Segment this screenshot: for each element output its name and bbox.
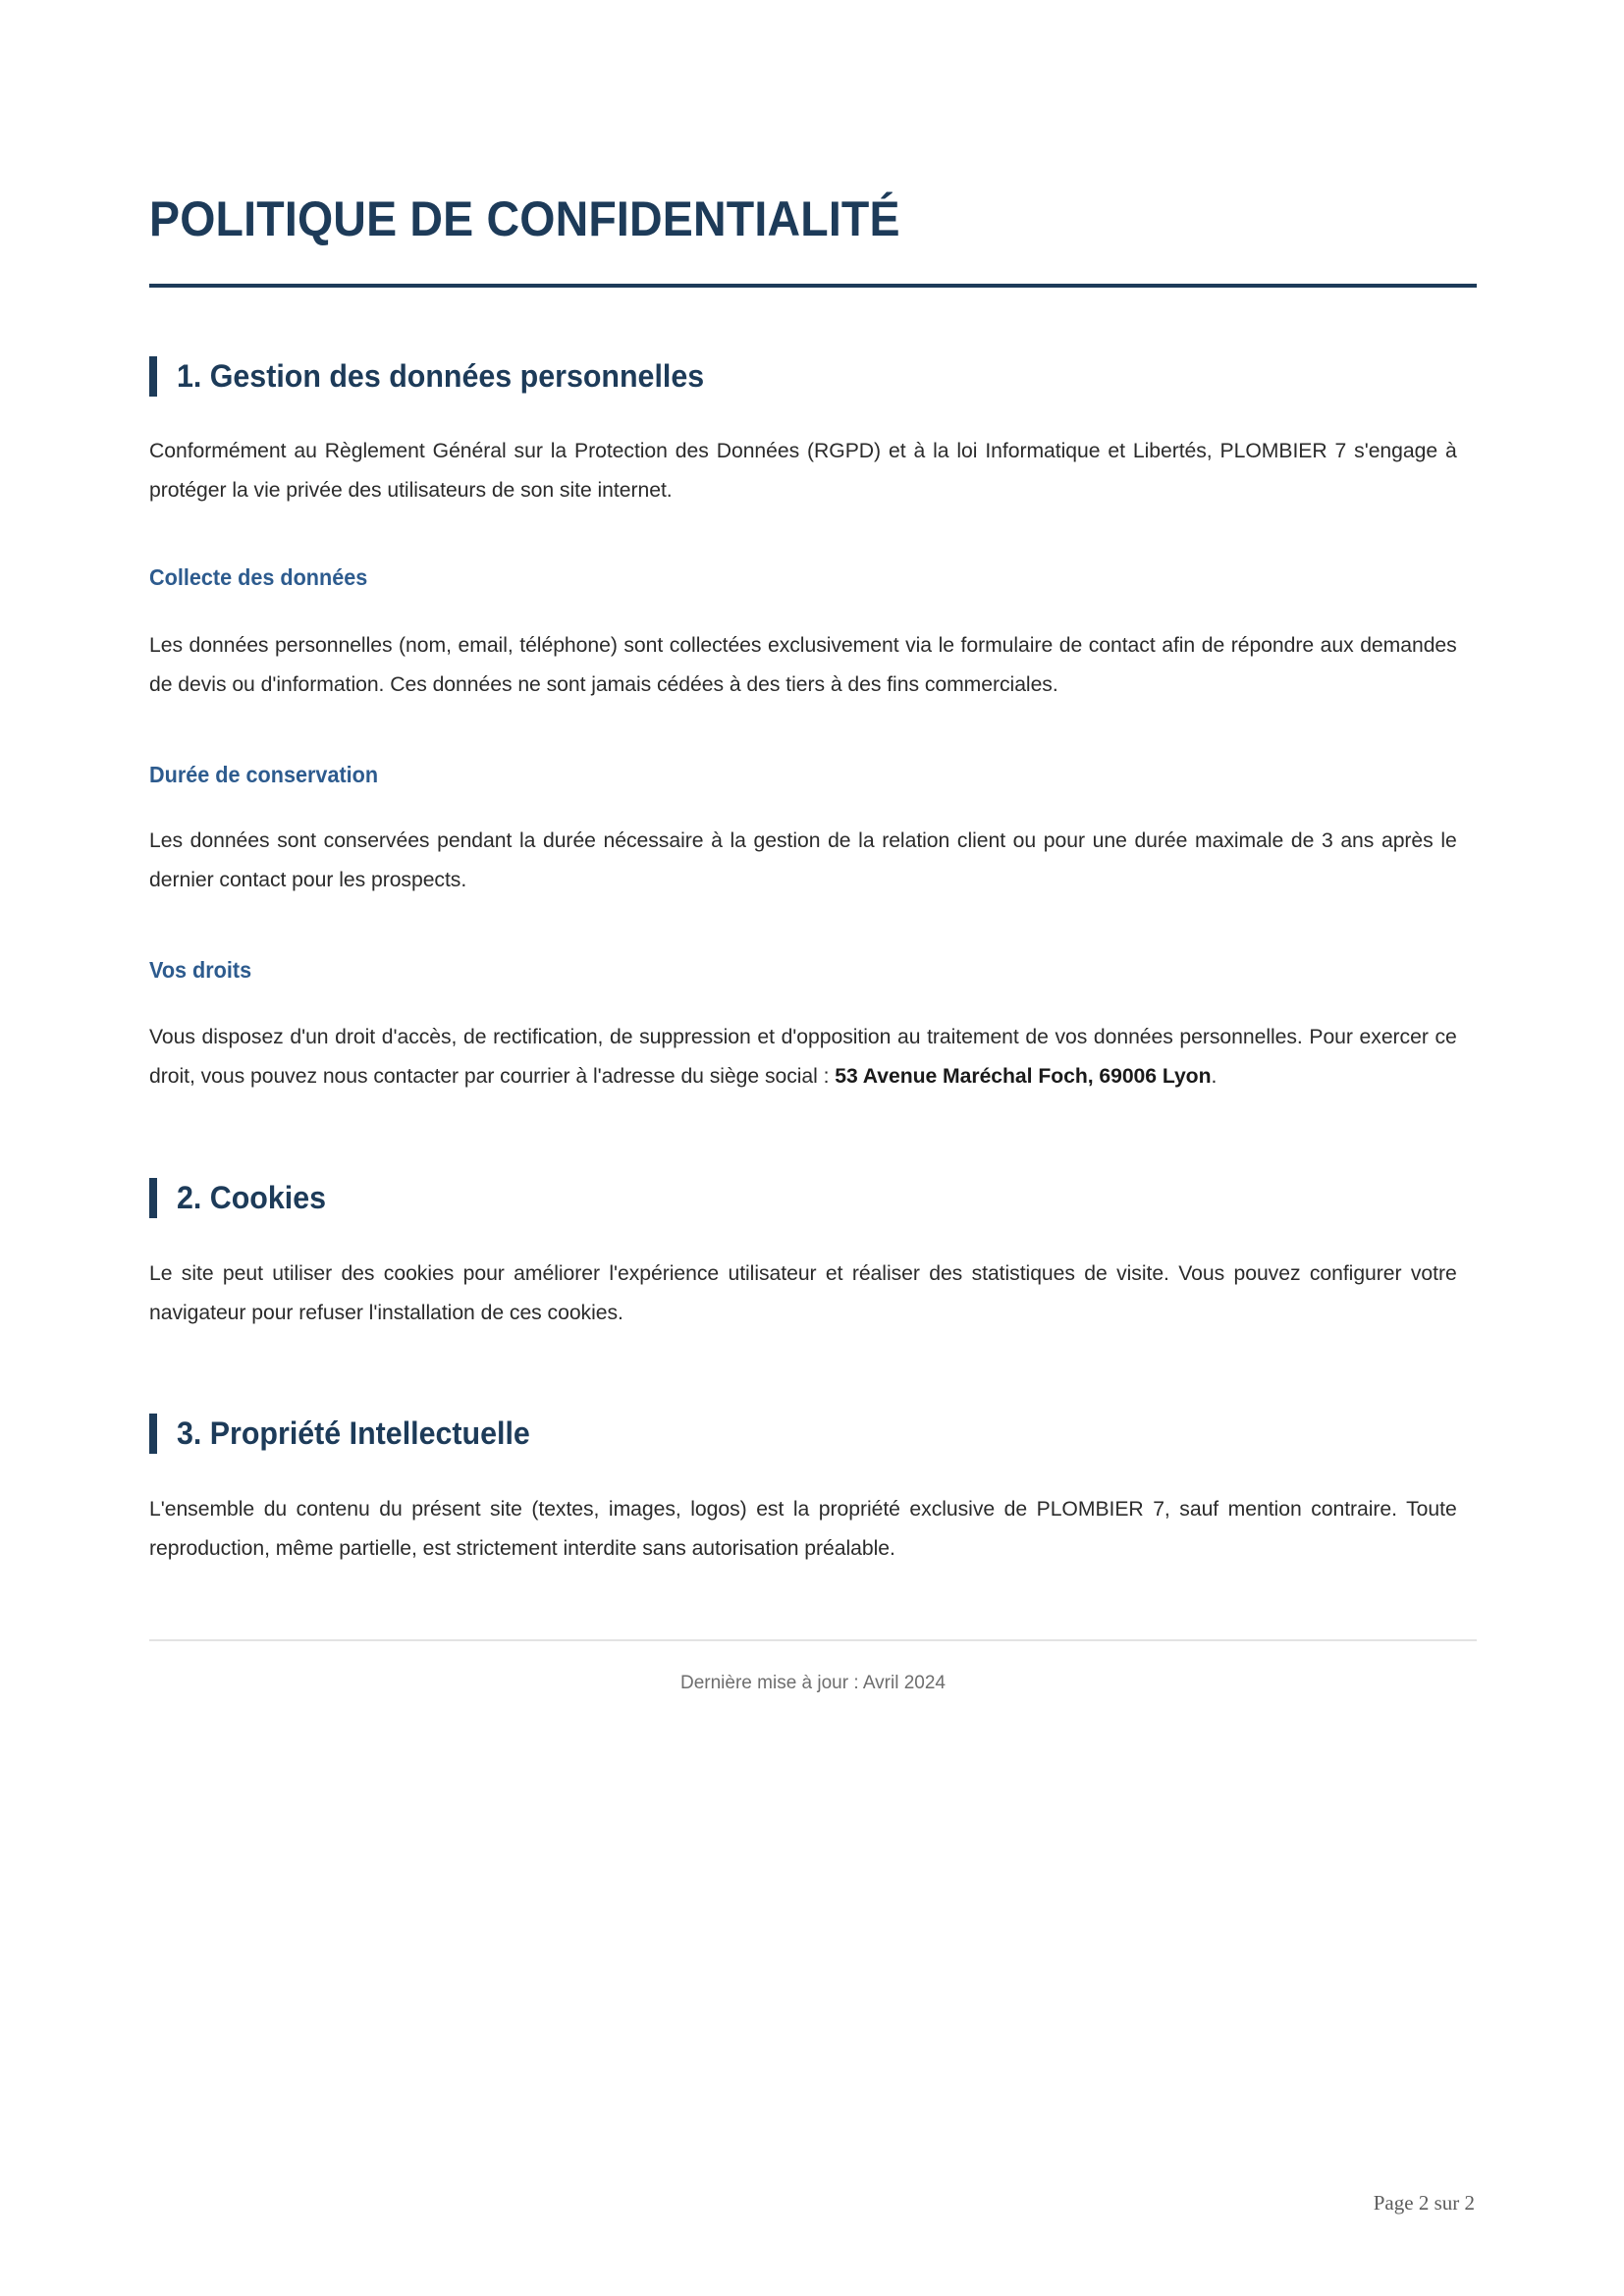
section-propriete-intellectuelle (149, 1414, 1477, 1569)
subsection-paragraph-duree-de-conservation: Les données sont conservées pendant la durée nécessaire à la gestion de la relation client ou pour une durée maximale de 3 ans après le dernier contact pour les prospects. (149, 828, 1457, 892)
section-heading (149, 1178, 1477, 1218)
section-title: 1. Gestion des données personnelles (176, 358, 705, 395)
section-paragraph-cookies: Le site peut utiliser des cookies pour améliorer l'expérience utilisateur et réaliser des statistiques de visite. Vous pouvez configurer votre navigateur pour refuser l'installation de ces cookies. (149, 1260, 1457, 1324)
section-title: 3. Propriété Intellectuelle (176, 1415, 530, 1451)
vos-droits-text-before: Vous disposez d'un droit d'accès, de rectification, de suppression et d'opposition au traitement de vos données personnelles. Pour exercer ce droit, vous pouvez nous contacter par courrier à l'adresse du siège social : (149, 1024, 1457, 1088)
page-number: Page 2 sur 2 (1373, 2191, 1475, 2215)
section-accent-bar-icon (149, 1414, 157, 1454)
section-paragraph-propriete-intellectuelle: L'ensemble du contenu du présent site (textes, images, logos) est la propriété exclusive de PLOMBIER 7, sauf mention contraire. Toute reproduction, même partielle, est strictement interdite sans autorisation préalable. (149, 1496, 1457, 1560)
subsection-paragraph-collecte-des-donnees: Les données personnelles (nom, email, téléphone) sont collectées exclusivement via le formulaire de contact afin de répondre aux demandes de devis ou d'information. Ces données ne sont jamais cédées à des tiers à des fins commerciales. (149, 632, 1457, 696)
section-title: 2. Cookies (176, 1179, 327, 1215)
section-gestion-donnees-personnelles (149, 356, 1477, 1096)
subsection-heading-duree-de-conservation: Durée de conservation (149, 761, 379, 787)
footer-divider (149, 1639, 1477, 1641)
page-title: POLITIQUE DE CONFIDENTIALITÉ (149, 191, 900, 246)
section-intro-paragraph: Conformément au Règlement Général sur la Protection des Données (RGPD) et à la loi Informatique et Libertés, PLOMBIER 7 s'engage à protéger la vie privée des utilisateurs de son site internet. (149, 439, 1457, 502)
section-heading (149, 356, 1477, 397)
section-cookies (149, 1178, 1477, 1333)
section-accent-bar-icon (149, 1178, 157, 1218)
subsection-heading-collecte-des-donnees: Collecte des données (149, 563, 368, 590)
last-update-note: Dernière mise à jour : Avril 2024 (680, 1672, 946, 1693)
subsection-heading-vos-droits: Vos droits (149, 957, 252, 984)
title-divider (149, 284, 1477, 288)
siege-social-address: 53 Avenue Maréchal Foch, 69006 Lyon (835, 1063, 1212, 1088)
section-accent-bar-icon (149, 356, 157, 397)
vos-droits-text-after: . (1211, 1063, 1218, 1088)
page-content (149, 0, 1477, 1696)
subsection-paragraph-vos-droits (149, 1018, 1457, 1096)
section-heading (149, 1414, 1477, 1454)
